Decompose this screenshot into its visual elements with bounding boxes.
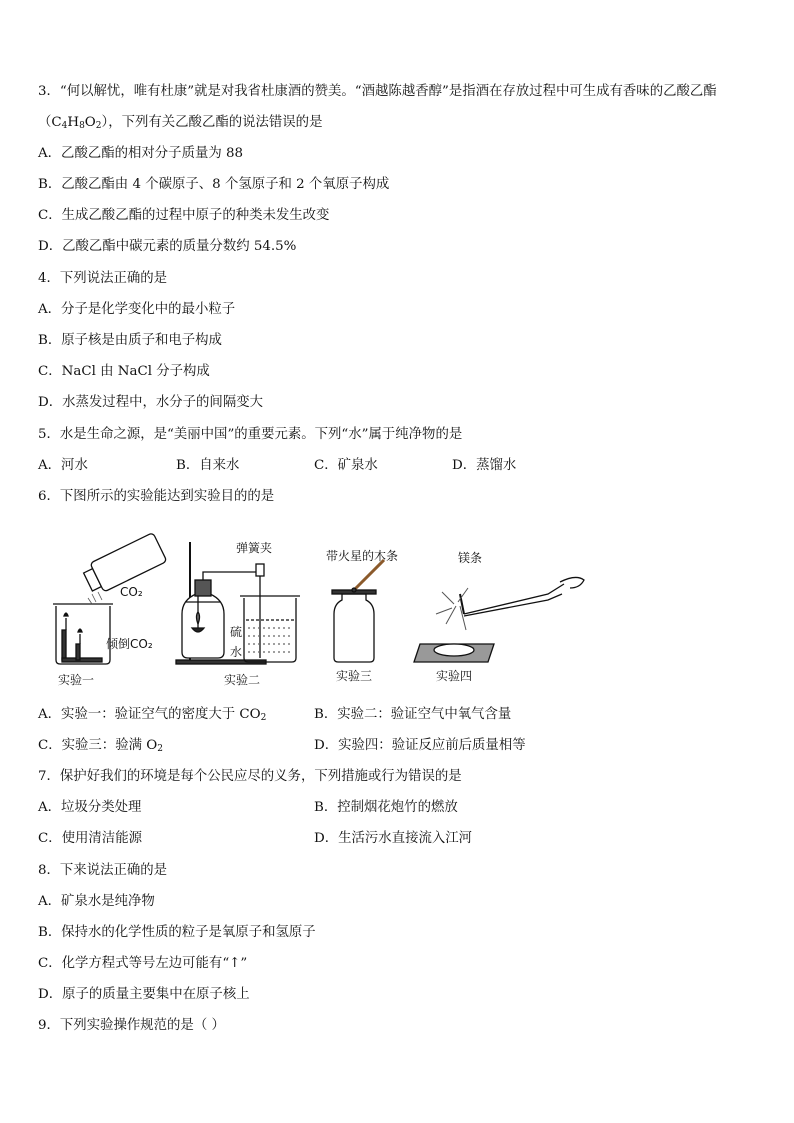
exp1-flame-low-icon: [78, 629, 82, 632]
q3-option-c[interactable]: C．生成乙酸乙酯的过程中原子的种类未发生改变: [38, 208, 330, 223]
q7-stem: 7．保护好我们的环境是每个公民应尽的义务，下列措施或行为错误的是: [38, 769, 462, 784]
q8-option-d[interactable]: D．原子的质量主要集中在原子核上: [38, 987, 250, 1002]
q3-stem-line1: 3．“何以解忧，唯有杜康”就是对我省杜康酒的赞美。“酒越陈越香醇”是指酒在存放过程中可生成有香味的乙酸乙酯: [38, 84, 717, 99]
exp3-splint: [354, 560, 384, 590]
q6-option-c-text: C．实验三：验满 O: [38, 738, 158, 753]
q8-option-c[interactable]: C．化学方程式等号左边可能有“↑”: [38, 956, 248, 971]
q7-option-b[interactable]: B．控制烟花炮竹的燃放: [314, 800, 458, 815]
exp1-step-base: [62, 658, 102, 662]
exp4-caption: 实验四: [436, 669, 473, 683]
exp4-tongs-lower: [464, 594, 562, 616]
q3-option-b[interactable]: B．乙酸乙酯由 4 个碳原子、8 个氢原子和 2 个氧原子构成: [38, 177, 390, 192]
exp1-step-left: [62, 630, 66, 660]
exp1-step-right: [76, 644, 80, 660]
q6-option-c-sub: 2: [157, 744, 163, 754]
q5-option-d[interactable]: D．蒸馏水: [452, 458, 517, 473]
exp1-pour-label: 倾倒CO₂: [106, 637, 153, 651]
q5-option-b[interactable]: B．自来水: [176, 458, 240, 473]
exp2-flame-icon: [197, 612, 200, 624]
exp4-hand-icon: [560, 577, 584, 588]
exp2-clamp-label: 弹簧夹: [236, 541, 273, 555]
q4-option-b[interactable]: B．原子核是由质子和电子构成: [38, 333, 222, 348]
q7-option-c[interactable]: C．使用清洁能源: [38, 831, 142, 846]
exp4-ash: [434, 644, 474, 656]
q3-option-a[interactable]: A．乙酸乙酯的相对分子质量为 88: [38, 146, 244, 161]
q4-option-a[interactable]: A．分子是化学变化中的最小粒子: [38, 302, 236, 317]
q7-option-d[interactable]: D．生活污水直接流入江河: [314, 831, 473, 846]
q6-stem: 6．下图所示的实验能达到实验目的的是: [38, 489, 275, 504]
q3-formula-sub-h: 8: [79, 121, 85, 131]
q6-option-b[interactable]: B．实验二：验证空气中氧气含量: [314, 707, 512, 722]
exp3-splint-label: 带火星的木条: [326, 549, 399, 563]
q3-stem-line2: [38, 114, 322, 132]
exp3-caption: 实验三: [336, 669, 373, 683]
q8-option-a[interactable]: A．矿泉水是纯净物: [38, 894, 155, 909]
q4-option-d[interactable]: D．水蒸发过程中，水分子的间隔变大: [38, 395, 263, 410]
q7-option-a[interactable]: A．垃圾分类处理: [38, 800, 142, 815]
exp1-gas-flow: [88, 592, 102, 604]
q5-stem: 5．水是生命之源，是“美丽中国”的重要元素。下列“水”属于纯净物的是: [38, 427, 463, 442]
exp2-spring-clip-icon: [256, 564, 264, 576]
q3-formula-open: （C: [38, 115, 62, 130]
q3-formula-sub-o: 2: [95, 121, 102, 131]
q4-stem: 4．下列说法正确的是: [38, 271, 168, 286]
exp2-water-fill: [248, 628, 292, 652]
q3-option-d[interactable]: D．乙酸乙酯中碳元素的质量分数约 54.5%: [38, 239, 297, 254]
exp2-caption: 实验二: [224, 673, 261, 687]
exp4-apparatus: [414, 577, 584, 662]
exp2-stopper: [195, 580, 211, 596]
q6-option-a-sub: 2: [260, 713, 267, 723]
q4-option-c[interactable]: C．NaCl 由 NaCl 分子构成: [38, 364, 210, 379]
exp3-splint-tip-icon: [352, 588, 356, 592]
q8-option-b[interactable]: B．保持水的化学性质的粒子是氧原子和氢原子: [38, 925, 316, 940]
q5-option-c[interactable]: C．矿泉水: [314, 458, 378, 473]
exp1-flame-high-icon: [64, 613, 68, 616]
exp2-water-label: 水: [230, 645, 243, 659]
exp2-flask: [182, 594, 224, 658]
q6-option-a-text: A．实验一：验证空气的密度大于 CO: [38, 707, 261, 722]
q3-stem-tail: ），下列有关乙酸乙酯的说法错误的是: [101, 115, 323, 130]
exp1-co2-label: CO₂: [120, 585, 143, 599]
q6-option-c[interactable]: [38, 737, 163, 755]
exp3-gas-bottle: [334, 594, 374, 662]
q3-formula-h: H: [67, 115, 80, 130]
q9-stem: 9．下列实验操作规范的是（ ）: [38, 1018, 225, 1033]
q5-option-a[interactable]: A．河水: [38, 458, 88, 473]
exp3-apparatus: [332, 560, 384, 662]
q3-formula-sub-c: 4: [61, 121, 68, 131]
q6-option-a[interactable]: [38, 706, 266, 724]
exp2-sulfur-label: 硫: [230, 625, 243, 639]
q6-option-d[interactable]: D．实验四：验证反应前后质量相等: [314, 738, 526, 753]
q6-experiment-figure: [48, 532, 608, 692]
exp4-mg-label: 镁条: [458, 551, 483, 565]
q3-formula-o: O: [84, 115, 96, 130]
q8-stem: 8．下来说法正确的是: [38, 863, 168, 878]
exp1-caption: 实验一: [58, 673, 95, 687]
